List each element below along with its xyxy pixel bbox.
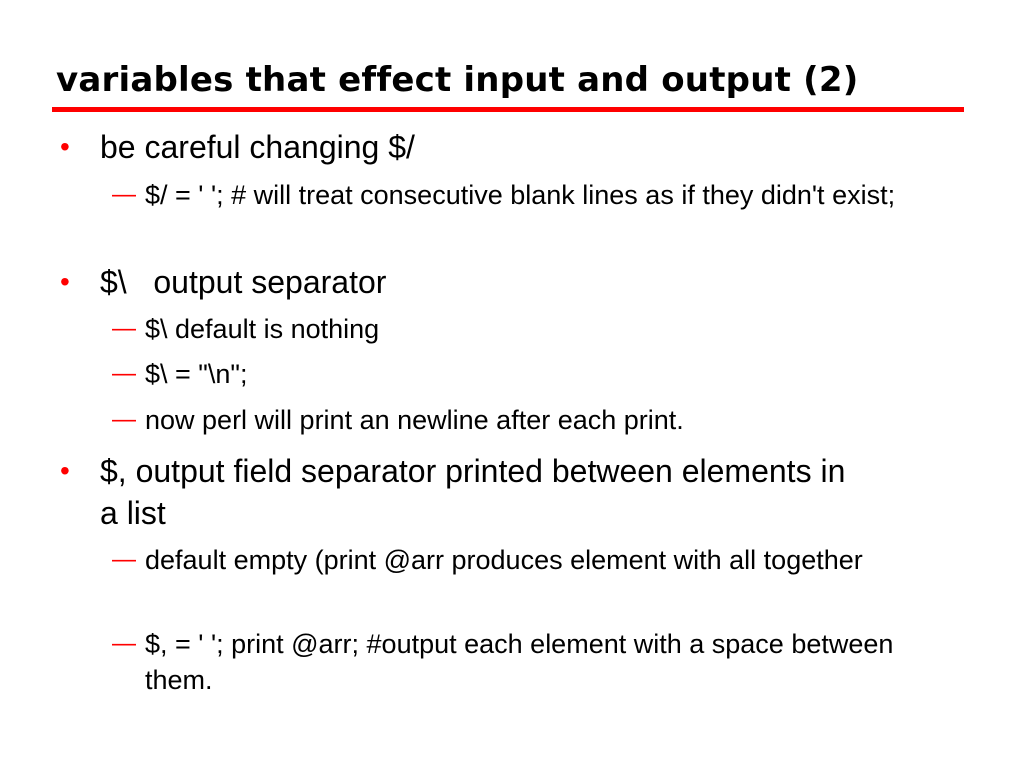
bullet-icon: • [60,266,70,297]
sub-bullet-item [112,356,965,392]
bullet-text: $, output field separator printed between elements in a list [100,453,846,531]
bullet-text: be careful changing $/ [100,129,415,165]
sub-bullet-text: now perl will print an newline after each print. [145,405,684,435]
dash-icon: — [112,315,136,342]
dash-icon: — [112,181,136,208]
dash-icon: — [112,360,136,387]
sub-bullet-item [112,311,965,347]
dash-icon: — [112,406,136,433]
sub-bullet-item [112,402,965,438]
dash-icon: — [112,546,136,573]
sub-bullet-text: default empty (print @arr produces element with all together [145,545,863,575]
bullet-text: $\ output separator [100,264,387,300]
slide-title: variables that effect input and output (2) [56,60,859,100]
sub-bullet-item [112,626,915,698]
bullet-icon: • [60,455,70,486]
sub-bullet-text: $\ = "\n"; [145,359,248,389]
bullet-item [60,450,860,534]
sub-bullet-text: $\ default is nothing [145,314,380,344]
dash-icon: — [112,630,136,657]
bullet-item [60,261,960,303]
sub-bullet-text: $, = ' '; print @arr; #output each element with a space between them. [145,629,894,695]
sub-bullet-text: $/ = ' '; # will treat consecutive blank lines as if they didn't exist; [145,180,896,210]
sub-bullet-item [112,177,965,213]
bullet-item [60,126,960,168]
bullet-icon: • [60,131,70,162]
sub-bullet-item [112,542,945,578]
title-underline [52,107,964,112]
